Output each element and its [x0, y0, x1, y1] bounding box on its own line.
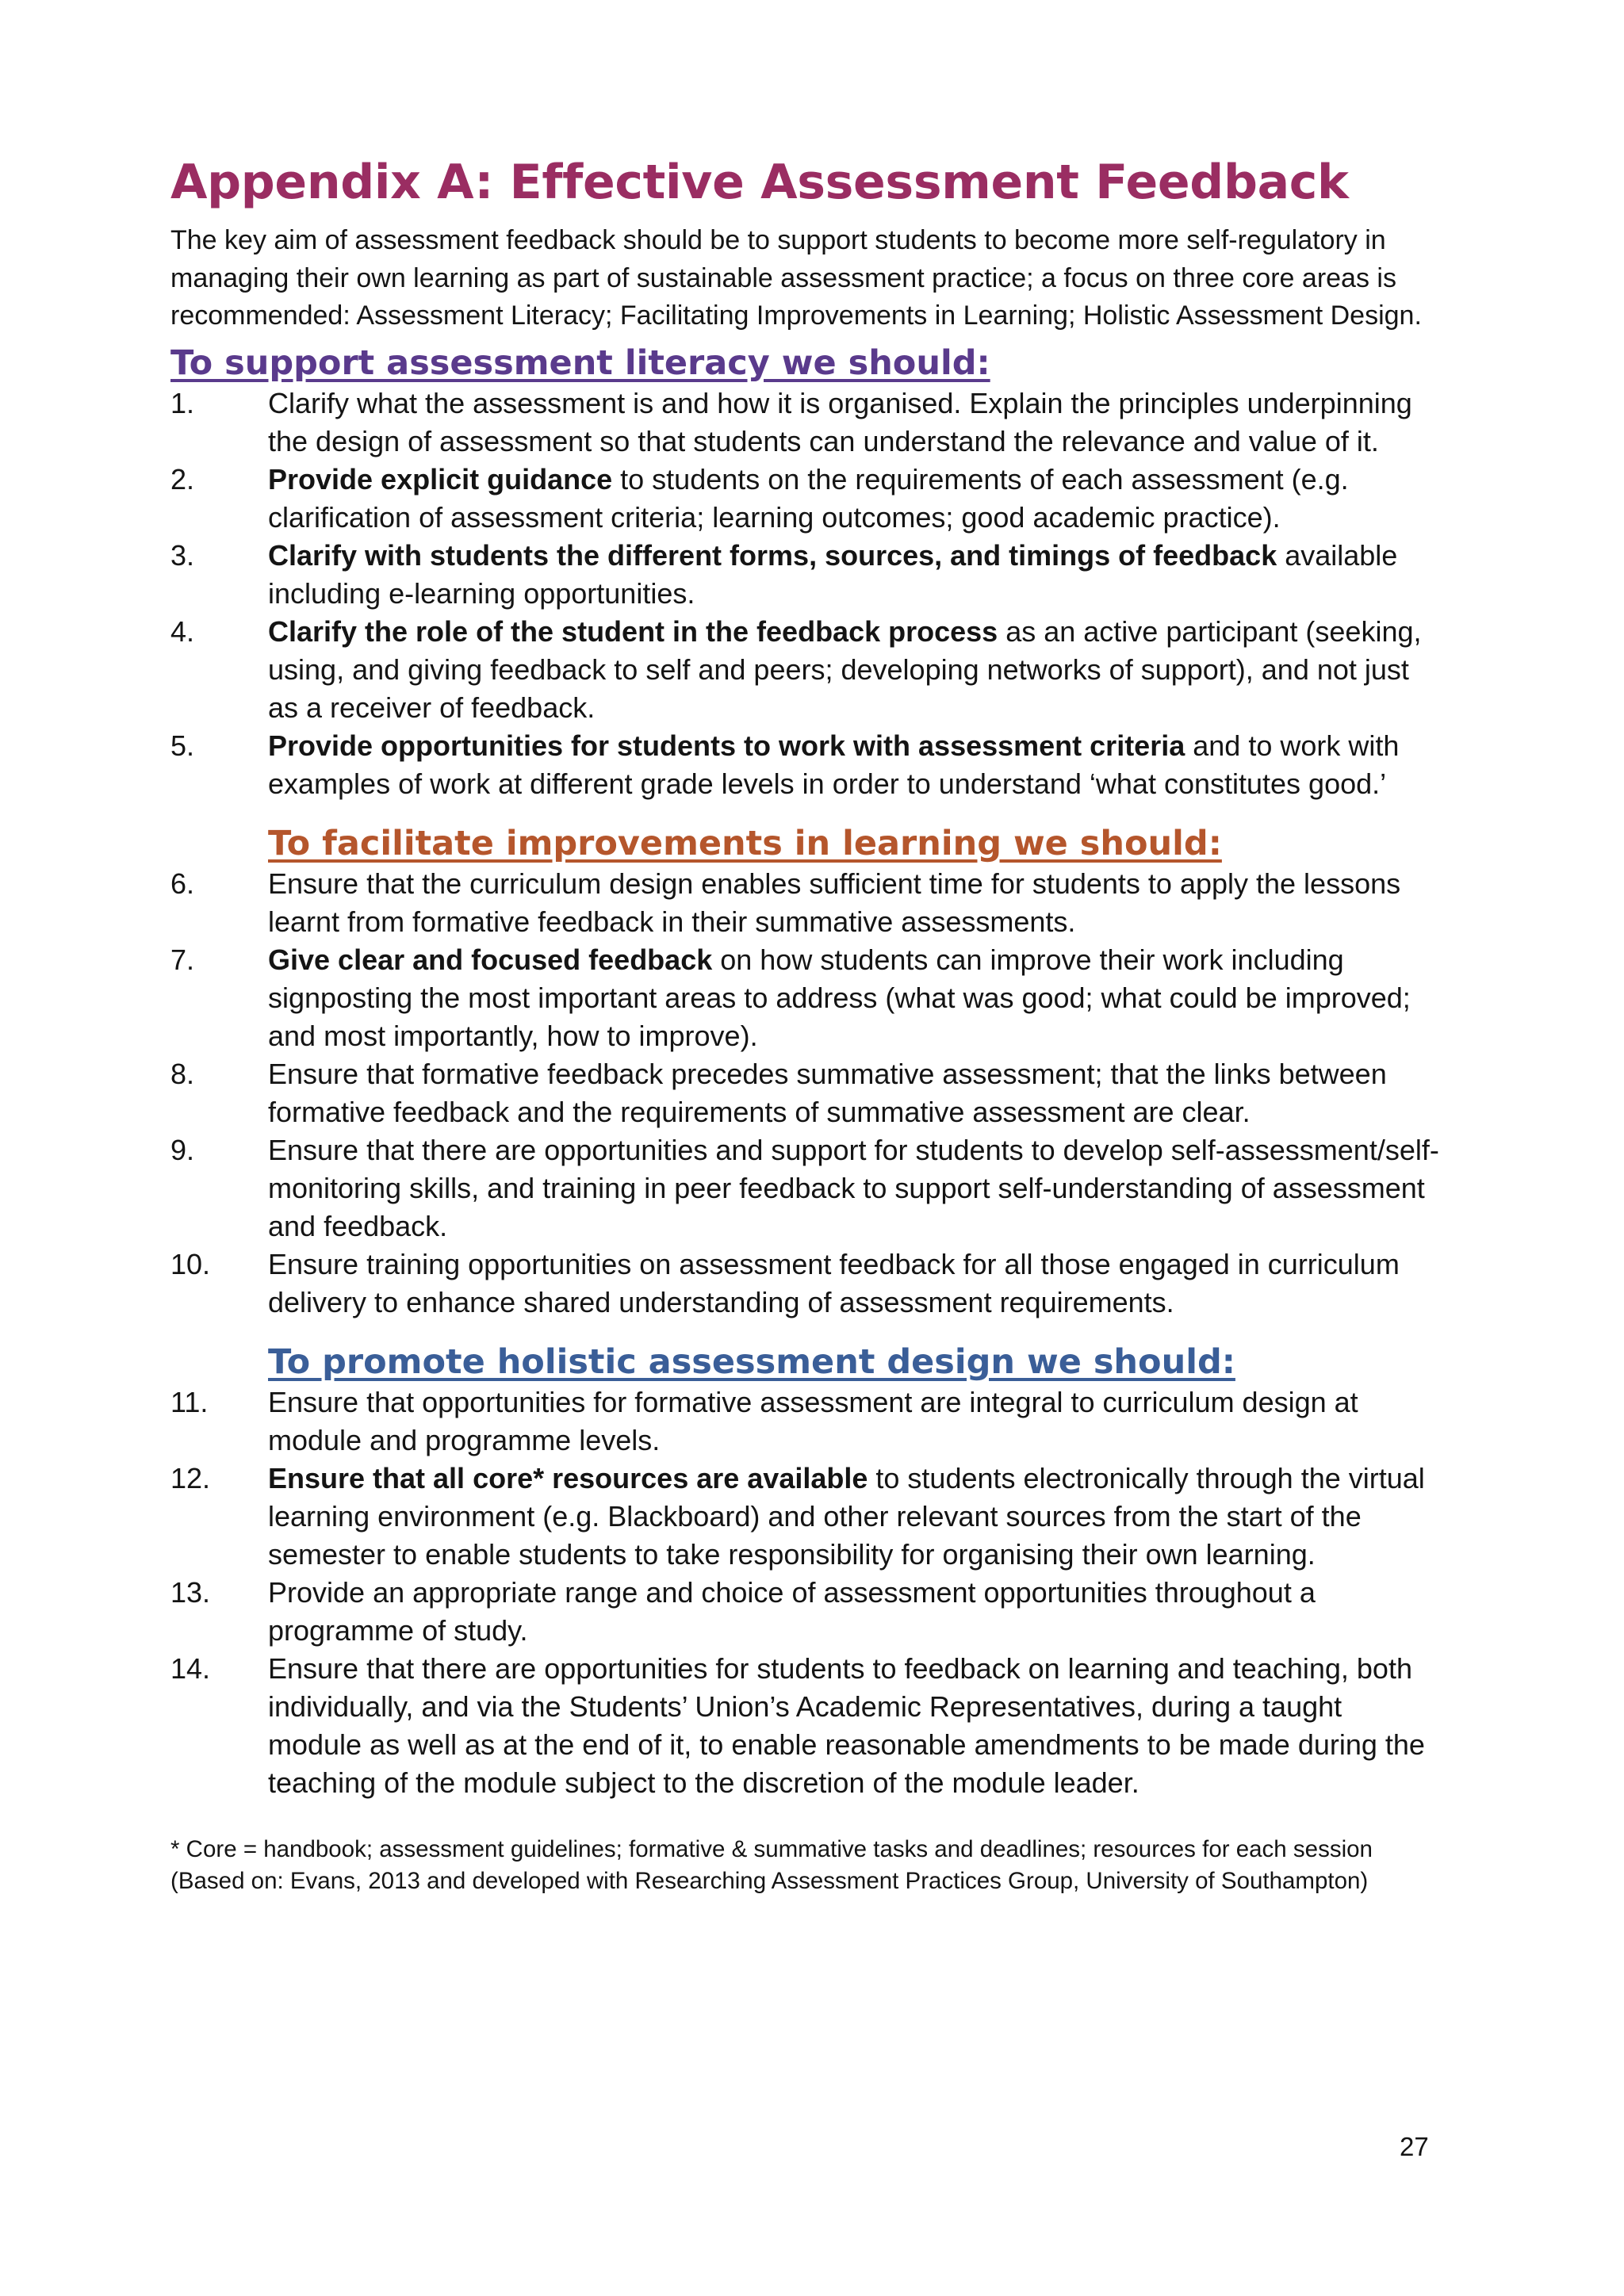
assessment-literacy-list	[170, 385, 1439, 803]
item-body-text: Ensure that opportunities for formative assessment are integral to curriculum design at module and programme levels.	[268, 1385, 1358, 1456]
item-text	[268, 1131, 1439, 1246]
item-body-text: Ensure that the curriculum design enables sufficient time for students to apply the lessons learnt from formative feedback in their summative assessments.	[268, 867, 1401, 938]
item-body-text: Ensure that formative feedback precedes summative assessment; that the links between formative feedback and the requirements of summative assessment are clear.	[268, 1057, 1387, 1128]
page-number: 27	[1400, 2132, 1429, 2161]
item-number: 13.	[170, 1575, 211, 1609]
item-number: 7.	[170, 943, 195, 976]
list-item	[170, 537, 1439, 613]
item-body-text: and to work with examples of work at different grade levels in order to understand ‘what constitutes good.’	[268, 729, 1400, 800]
item-number: 12.	[170, 1461, 211, 1494]
item-number: 9.	[170, 1133, 195, 1166]
item-number: 6.	[170, 867, 195, 900]
list-item	[170, 941, 1439, 1055]
item-body-text: available including e-learning opportunities.	[268, 538, 1398, 610]
section-heading-holistic-assessment-design: To promote holistic assessment design we should:	[268, 1341, 1235, 1382]
list-item	[170, 727, 1439, 803]
item-text	[268, 865, 1439, 941]
holistic-assessment-design-list	[170, 1383, 1439, 1802]
item-body-text: as an active participant (seeking, using, and giving feedback to self and peers; developing networks of support), and not just as a receiver of feedback.	[268, 614, 1422, 724]
item-body-text: Provide an appropriate range and choice of assessment opportunities throughout a programme of study.	[268, 1575, 1316, 1647]
item-number: 2.	[170, 462, 195, 496]
item-bold-text: Ensure that all core* resources are available	[268, 1461, 868, 1494]
list-item	[170, 1055, 1439, 1131]
item-bold-text: Provide opportunities for students to work with assessment criteria	[268, 729, 1185, 762]
item-body-text: Clarify what the assessment is and how it is organised. Explain the principles underpinning the design of assessment so that students can understand the relevance and value of it.	[268, 386, 1412, 457]
list-item	[170, 385, 1439, 461]
item-text	[268, 1383, 1439, 1460]
footnote: * Core = handbook; assessment guidelines; formative & summative tasks and deadlines; resources for each session (Based on: Evans, 2013 and developed with Researching Assessment Practices Group, University of Southampton)	[170, 1835, 1373, 1894]
item-number: 10.	[170, 1247, 211, 1280]
item-text	[268, 461, 1439, 537]
item-number: 8.	[170, 1057, 195, 1090]
item-text	[268, 1246, 1439, 1322]
list-item	[170, 613, 1439, 727]
document-page	[170, 151, 1439, 1920]
item-body-text: Ensure training opportunities on assessment feedback for all those engaged in curriculum delivery to enhance shared understanding of assessment requirements.	[268, 1247, 1400, 1318]
item-text	[268, 727, 1439, 803]
item-bold-text: Clarify with students the different forms, sources, and timings of feedback	[268, 538, 1277, 572]
list-item	[170, 1460, 1439, 1574]
list-item	[170, 1383, 1439, 1460]
improvements-in-learning-list	[170, 865, 1439, 1322]
item-body-text: Ensure that there are opportunities for students to feedback on learning and teaching, both individually, and via the Students’ Union’s Academic Representatives, during a taught module as well as at the end of it, to enable reasonable amendments to be made during the teaching of the module subject to the discretion of the module leader.	[268, 1651, 1425, 1799]
item-text	[268, 1650, 1439, 1802]
item-text	[268, 1574, 1439, 1650]
item-body-text: on how students can improve their work including signposting the most important areas to address (what was good; what could be improved; and most importantly, how to improve).	[268, 943, 1411, 1052]
item-number: 11.	[170, 1385, 209, 1418]
item-text	[268, 613, 1439, 727]
list-item	[170, 1246, 1439, 1322]
item-bold-text: Provide explicit guidance	[268, 462, 613, 496]
item-text	[268, 1055, 1439, 1131]
list-item	[170, 865, 1439, 941]
list-item	[170, 1574, 1439, 1650]
section-heading-assessment-literacy: To support assessment literacy we should:	[170, 342, 990, 383]
item-body-text: Ensure that there are opportunities and support for students to develop self-assessment/self- monitoring skills, and training in peer feedback to support self-understanding of assessment and feedback.	[268, 1133, 1439, 1242]
item-number: 14.	[170, 1651, 211, 1685]
list-item	[170, 461, 1439, 537]
page-title: Appendix A: Effective Assessment Feedback	[170, 155, 1349, 210]
list-item	[170, 1131, 1439, 1246]
item-bold-text: Give clear and focused feedback	[268, 943, 713, 976]
intro-paragraph: The key aim of assessment feedback should be to support students to become more self-regulatory in managing their own learning as part of sustainable assessment practice; a focus on three core areas is recommended: Assessment Literacy; Facilitating Improvements in Learning; Holistic Assessment Design.	[170, 225, 1422, 331]
item-text	[268, 537, 1439, 613]
item-bold-text: Clarify the role of the student in the feedback process	[268, 614, 998, 648]
item-number: 4.	[170, 614, 195, 648]
item-body-text: to students on the requirements of each assessment (e.g. clarification of assessment criteria; learning outcomes; good academic practice).	[268, 462, 1349, 534]
item-text	[268, 941, 1439, 1055]
section-heading-improvements-in-learning: To facilitate improvements in learning we should:	[268, 823, 1222, 863]
item-body-text: to students electronically through the virtual learning environment (e.g. Blackboard) and other relevant sources from the start of the semester to enable students to take responsibility for organising their own learning.	[268, 1461, 1425, 1571]
item-number: 5.	[170, 729, 195, 762]
item-text	[268, 385, 1439, 461]
item-text	[268, 1460, 1439, 1574]
item-number: 3.	[170, 538, 195, 572]
item-number: 1.	[170, 386, 195, 419]
list-item	[170, 1650, 1439, 1802]
